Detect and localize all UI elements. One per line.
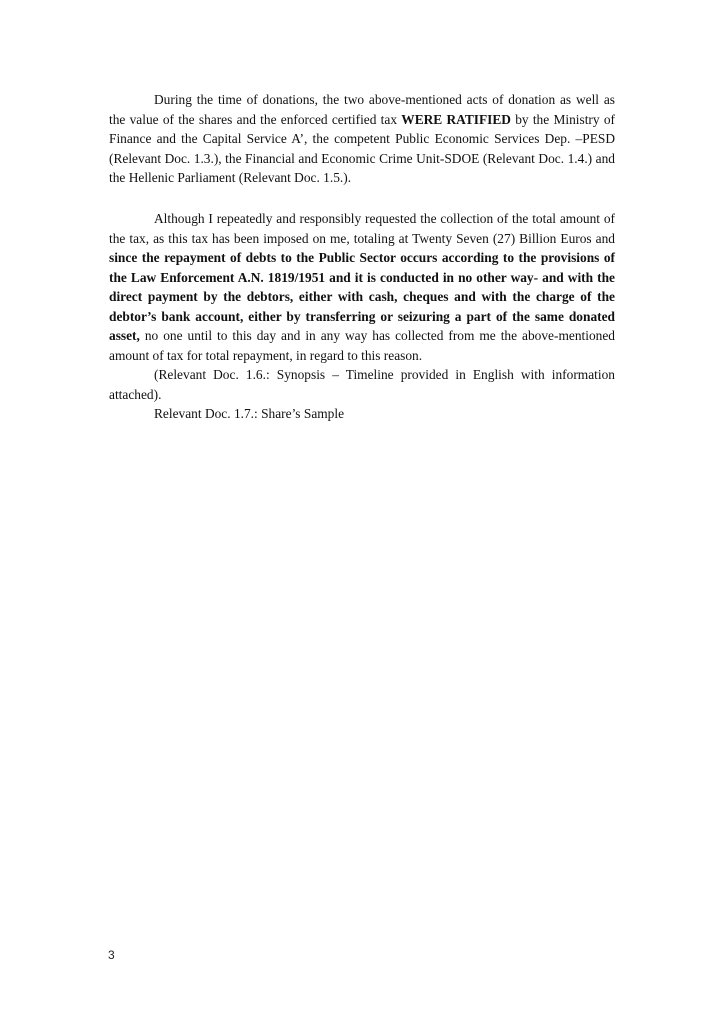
paragraph-1-bold-were-ratified: WERE RATIFIED xyxy=(401,111,511,127)
paragraph-relevant-doc-1-6: (Relevant Doc. 1.6.: Synopsis – Timeline provided in English with information attached). xyxy=(109,367,615,402)
paragraph-2-bold-repayment-provisions: since the repayment of debts to the Public Sector occurs according to the provisions of the Law Enforcement A.N. 1819/1951 and it is conducted in no other way- and with the direct payment by the debtors, either with cash, cheques and with the charge of the debtor’s bank account, either by transferring or seizuring a part of the same donated asset, xyxy=(109,250,615,343)
page-number: 3 xyxy=(108,948,115,962)
body-text-section-1 xyxy=(109,90,615,188)
body-text-section-2 xyxy=(109,209,615,424)
paragraph-tax-collection xyxy=(109,209,615,365)
paragraph-1-text-a: During the time of donations, the two above-mentioned acts of donation as well as the value of the shares and the enforced certified tax xyxy=(109,92,615,127)
paragraph-2-text-a: Although I repeatedly and responsibly requested the collection of the total amount of the tax, as this tax has been imposed on me, totaling at Twenty Seven (27) Billion Euros and xyxy=(109,211,615,246)
paragraph-2-text-b: no one until to this day and in any way has collected from me the above-mentioned amount of tax for total repayment, in regard to this reason. xyxy=(109,328,615,363)
paragraph-relevant-doc-1-7: Relevant Doc. 1.7.: Share’s Sample xyxy=(154,406,345,421)
paragraph-ratification xyxy=(109,90,615,188)
paragraph-1-text-b: by the Ministry of Finance and the Capital Service A’, the competent Public Economic Services Dep. –PESD (Relevant Doc. 1.3.), the Financial and Economic Crime Unit-SDOE (Relevant Doc. 1.4.) and the Hellenic Parliament (Relevant Doc. 1.5.). xyxy=(109,111,615,185)
